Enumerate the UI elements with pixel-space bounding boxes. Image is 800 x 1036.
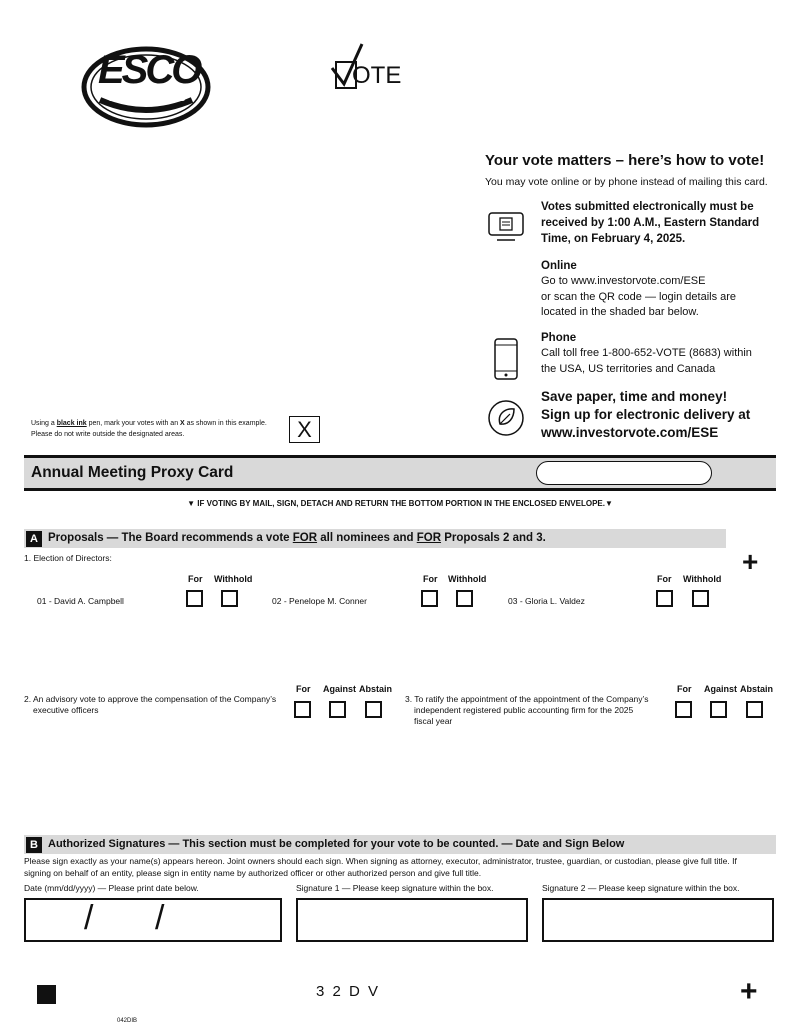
section-a-badge: A	[26, 531, 42, 547]
phone-section	[541, 330, 752, 377]
proposal-3-abstain-label: Abstain	[740, 684, 774, 694]
phone-line-1: Call toll free 1-800-652-VOTE (8683) within	[541, 347, 752, 359]
card-title: Annual Meeting Proxy Card	[31, 464, 234, 481]
section-b-badge: B	[26, 837, 42, 853]
phone-icon	[493, 337, 519, 386]
nominee-1-for-checkbox[interactable]	[186, 590, 203, 607]
section-a-title-post: Proposals 2 and 3.	[441, 532, 546, 544]
proposal-2-against-label: Against	[323, 684, 357, 694]
deadline-line-2: received by 1:00 A.M., Eastern Standard	[541, 217, 760, 229]
proposal-2-line-2: executive officers	[33, 705, 99, 715]
nominee-2-withhold-label: Withhold	[448, 574, 487, 584]
proposal-3-line-3: fiscal year	[414, 716, 453, 726]
signature-1-field[interactable]	[296, 898, 528, 942]
proposal-2-text	[24, 694, 276, 716]
section-a-title-mid: all nominees and	[317, 532, 417, 544]
vote-instructions-subtitle: You may vote online or by phone instead of mailing this card.	[485, 176, 768, 188]
date-separator-1: /	[84, 899, 94, 937]
deadline-line-1: Votes submitted electronically must be	[541, 201, 754, 213]
nominee-1-withhold-checkbox[interactable]	[221, 590, 238, 607]
ink-note-line-2: Please do not write outside the designated areas.	[31, 431, 185, 438]
date-field[interactable]	[24, 898, 282, 942]
section-a-title-pre: Proposals — The Board recommends a vote	[48, 532, 293, 544]
proposal-3-for-label: For	[677, 684, 692, 694]
deadline-line-3: Time, on February 4, 2025.	[541, 233, 686, 245]
section-b-title: Authorized Signatures — This section must be completed for your vote to be counted. — Date and Sign Below	[48, 838, 625, 850]
registration-square	[37, 985, 56, 1004]
proposal-2-abstain-checkbox[interactable]	[365, 701, 382, 718]
proposal-2-for-checkbox[interactable]	[294, 701, 311, 718]
esco-logo-text: ESCO	[98, 48, 200, 92]
form-id: 042DIB	[117, 1018, 138, 1024]
proposal-2-line-1: 2. An advisory vote to approve the compensation of the Company’s	[24, 694, 277, 704]
online-line-3: located in the shaded bar below.	[541, 306, 699, 318]
proposal-3-line-1: 3. To ratify the appointment of the appointment of the Company’s	[405, 694, 649, 704]
ink-note-suffix: as shown in this example.	[184, 420, 267, 427]
section-a-for-2: FOR	[416, 532, 442, 544]
example-mark: X	[297, 416, 312, 442]
proposal-3-line-2: independent registered public accounting firm for the 2025	[414, 705, 634, 715]
section-b-instructions	[24, 856, 737, 879]
save-line-3: www.investorvote.com/ESE	[541, 425, 719, 440]
nominee-3-name: 03 - Gloria L. Valdez	[508, 596, 585, 606]
date-separator-2: /	[155, 899, 165, 937]
proposal-3-for-checkbox[interactable]	[675, 701, 692, 718]
signature-1-label: Signature 1 — Please keep signature within the box.	[296, 883, 494, 893]
nominee-3-withhold-label: Withhold	[683, 574, 722, 584]
triangle-down-icon: ▼	[187, 499, 196, 508]
proposal-3-abstain-checkbox[interactable]	[746, 701, 763, 718]
nominee-2-for-label: For	[423, 574, 438, 584]
section-a-title	[48, 532, 546, 544]
nominee-2-for-checkbox[interactable]	[421, 590, 438, 607]
section-b-instructions-line-2: signing on behalf of an entity, please sign in entity name by authorized officer or other authorized person and give full title.	[24, 867, 482, 878]
detach-note	[0, 499, 800, 508]
proposal-3-text	[405, 694, 649, 727]
detach-note-text: IF VOTING BY MAIL, SIGN, DETACH AND RETURN THE BOTTOM PORTION IN THE ENCLOSED ENVELOPE.	[197, 499, 605, 508]
ink-note-pen-word: black ink	[56, 420, 87, 427]
proposal-2-for-label: For	[296, 684, 311, 694]
section-a-for-1: FOR	[292, 532, 318, 544]
nominee-1-withhold-label: Withhold	[214, 574, 253, 584]
proposal-3-against-checkbox[interactable]	[710, 701, 727, 718]
nominee-2-name: 02 - Penelope M. Conner	[272, 596, 367, 606]
vote-instructions-title: Your vote matters – here’s how to vote!	[485, 152, 765, 169]
computer-icon	[486, 210, 526, 244]
signature-2-label: Signature 2 — Please keep signature within the box.	[542, 883, 740, 893]
vote-logo-text: OTE	[352, 62, 402, 89]
document-code: 3 2 D V	[316, 983, 381, 1000]
plus-mark-bottom: +	[740, 975, 758, 1008]
election-label: 1. Election of Directors:	[24, 553, 112, 563]
vote-logo	[330, 42, 410, 92]
online-section	[541, 258, 736, 321]
nominee-3-withhold-checkbox[interactable]	[692, 590, 709, 607]
ink-note	[31, 418, 267, 440]
section-b-instructions-line-1: Please sign exactly as your name(s) appears hereon. Joint owners should each sign. When signing as attorney, executor, administrator, trustee, guardian, or custodian, please give full title. If	[24, 856, 737, 866]
example-mark-box	[289, 416, 320, 443]
nominee-1-for-label: For	[188, 574, 203, 584]
nominee-3-for-label: For	[657, 574, 672, 584]
ink-note-line-1	[31, 418, 267, 429]
ink-note-x: X	[180, 420, 185, 427]
esco-logo	[80, 42, 214, 130]
triangle-down-icon-right: ▼	[604, 499, 613, 508]
online-line-2: or scan the QR code — login details are	[541, 290, 737, 303]
online-line-1: Go to www.investorvote.com/ESE	[541, 275, 706, 287]
phone-title: Phone	[541, 332, 577, 344]
plus-mark-top: +	[742, 546, 759, 577]
deadline-text	[541, 199, 759, 247]
leaf-icon	[487, 399, 525, 442]
esco-logo-subtext: TECHNOLOGIES	[107, 93, 186, 103]
proposal-2-against-checkbox[interactable]	[329, 701, 346, 718]
date-label: Date (mm/dd/yyyy) — Please print date below.	[24, 883, 199, 893]
nominee-1-name: 01 - David A. Campbell	[37, 596, 124, 606]
ink-note-middle: pen, mark your votes with an	[86, 420, 181, 427]
phone-line-2: the USA, US territories and Canada	[541, 362, 716, 375]
proposal-3-against-label: Against	[704, 684, 738, 694]
save-paper-section	[541, 388, 750, 442]
save-line-2: Sign up for electronic delivery at	[541, 407, 751, 422]
signature-2-field[interactable]	[542, 898, 774, 942]
nominee-3-for-checkbox[interactable]	[656, 590, 673, 607]
control-number-field	[536, 461, 712, 485]
online-title: Online	[541, 260, 577, 272]
proposal-2-abstain-label: Abstain	[359, 684, 393, 694]
nominee-2-withhold-checkbox[interactable]	[456, 590, 473, 607]
ink-note-prefix: Using a	[31, 420, 57, 427]
save-line-1: Save paper, time and money!	[541, 389, 728, 404]
